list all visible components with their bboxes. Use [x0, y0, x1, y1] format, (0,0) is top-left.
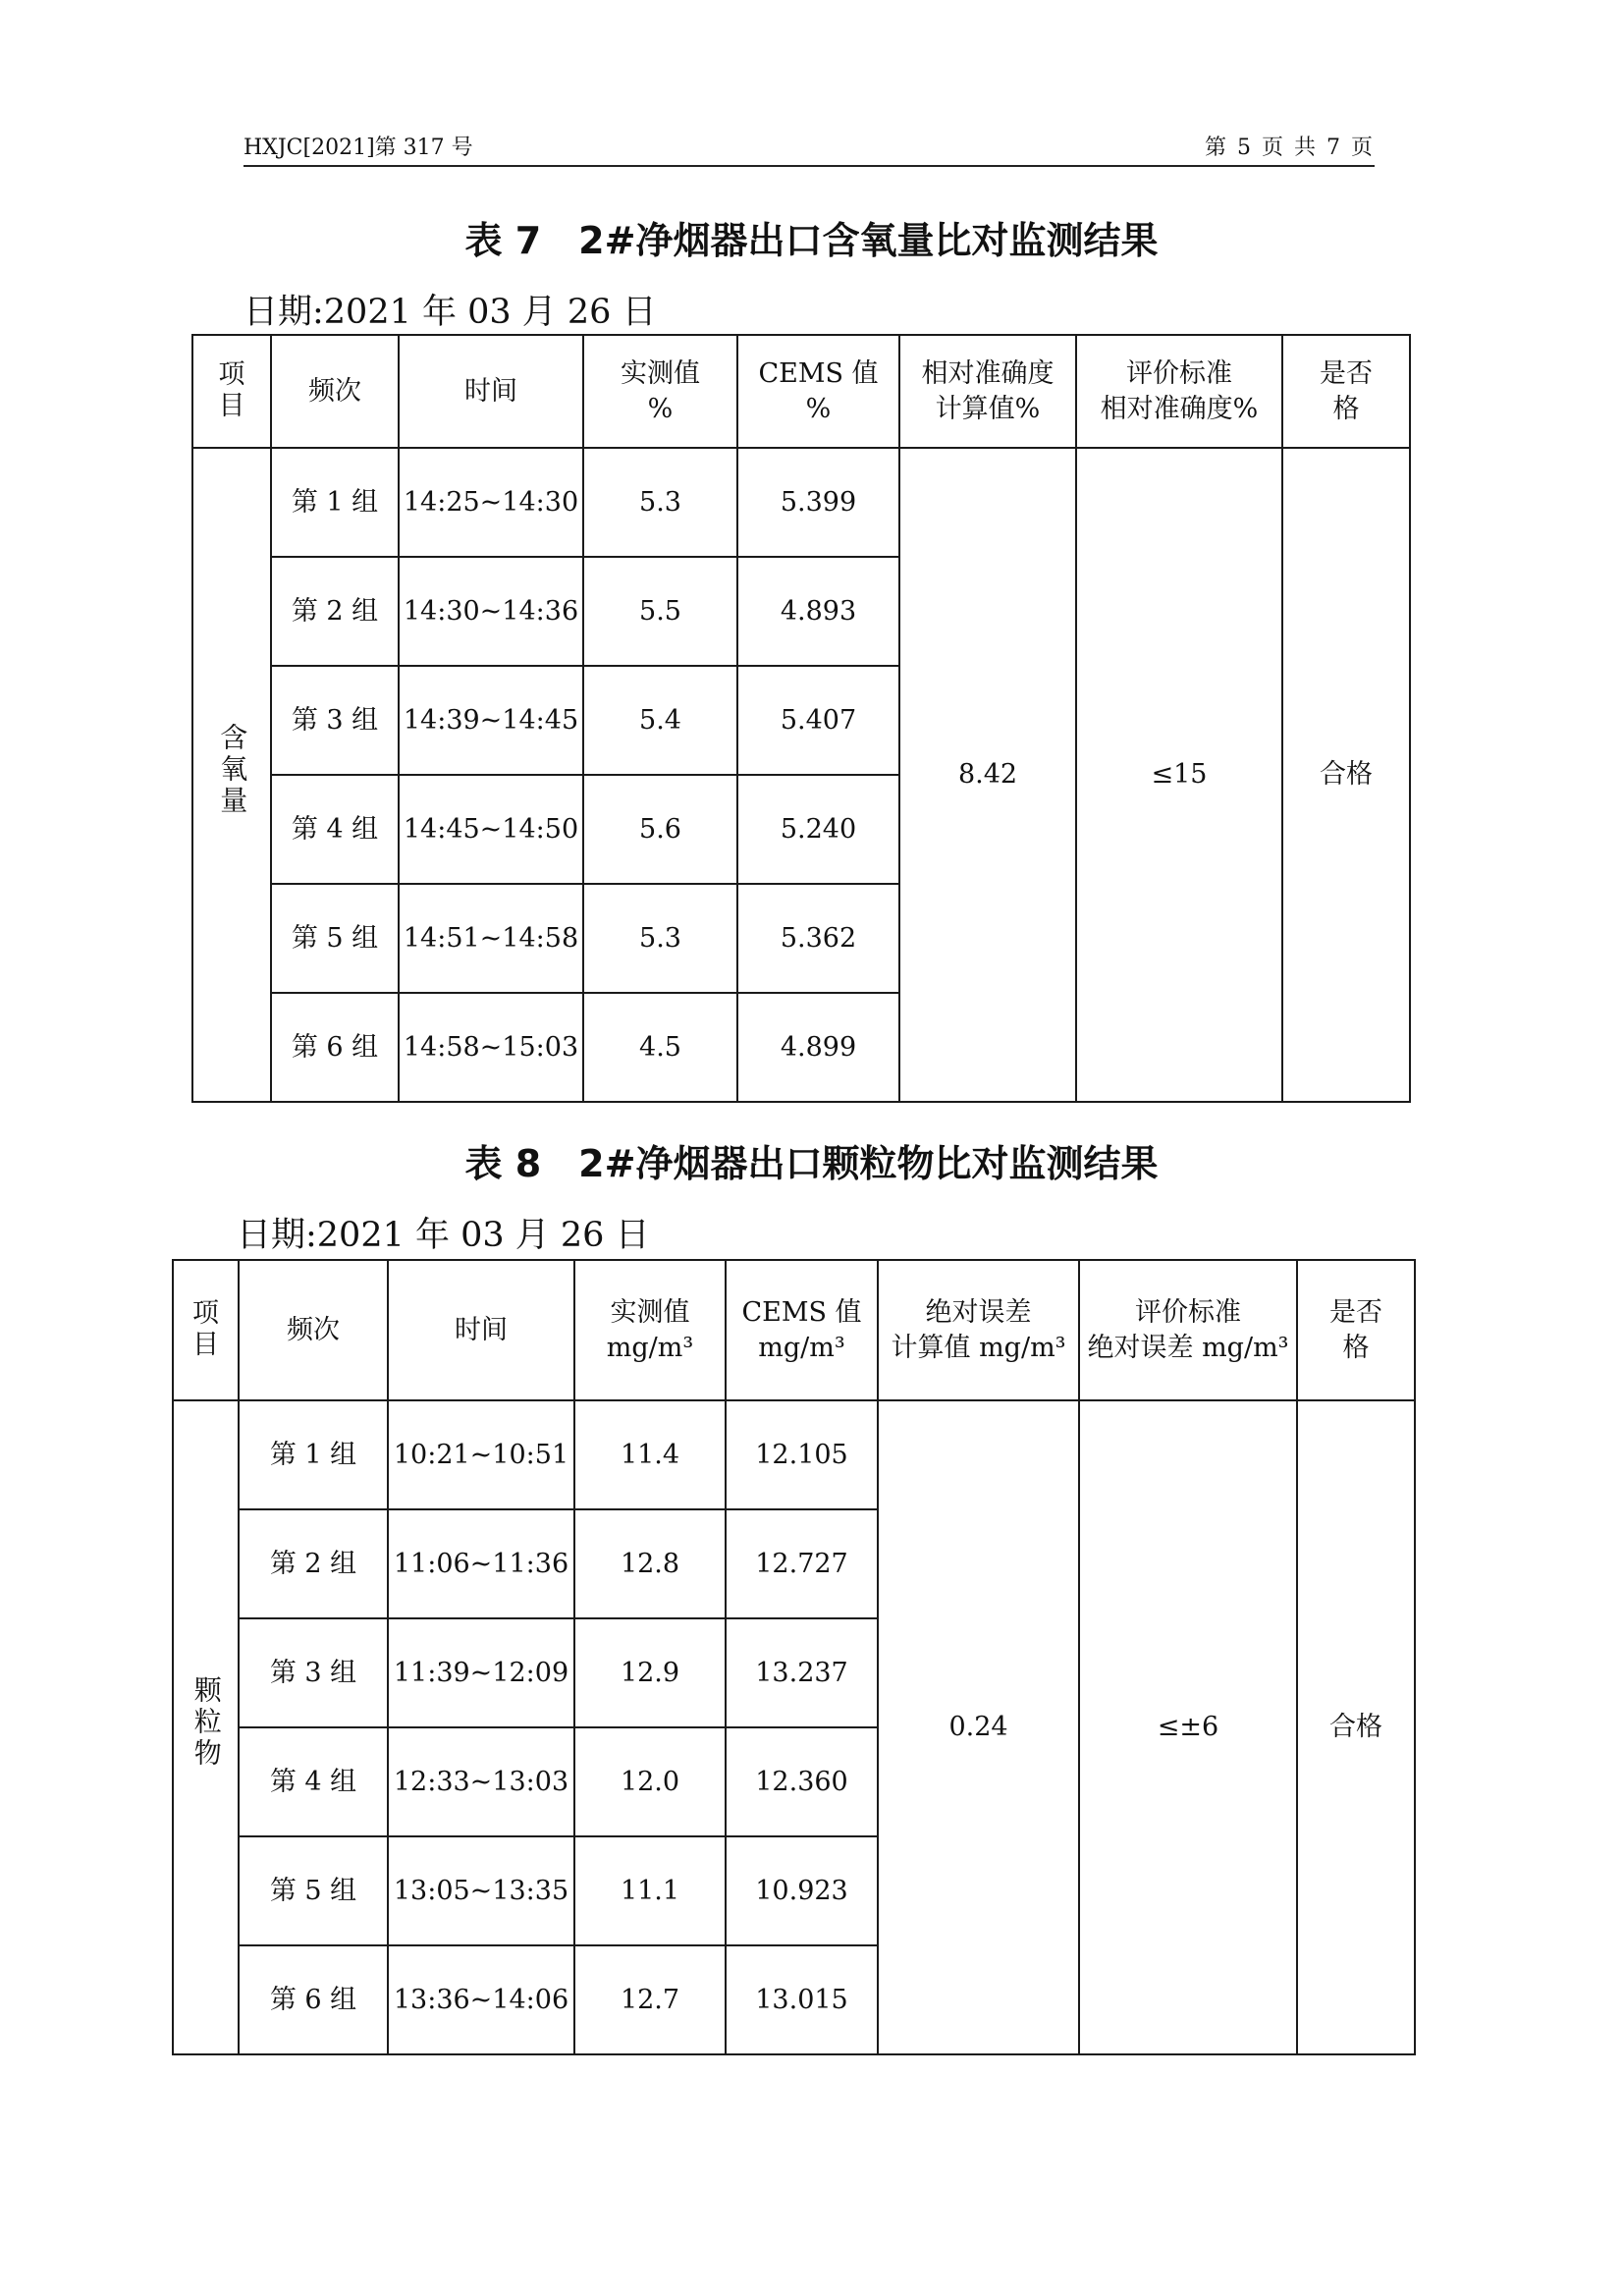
group-cell: 第 6 组 — [271, 993, 399, 1102]
header-standard-l1: 评价标准 — [1135, 1297, 1241, 1329]
table8-particulate — [172, 1259, 1416, 2055]
header-cems-label: CEMS 值 — [741, 1297, 862, 1329]
header-cems — [726, 1260, 878, 1400]
cems-cell: 12.727 — [726, 1509, 878, 1618]
header-cems-unit: % — [805, 393, 832, 424]
header-measured — [574, 1260, 726, 1400]
header-measured-unit: mg/m³ — [606, 1332, 694, 1363]
header-pass — [1297, 1260, 1415, 1400]
time-cell: 13:05~13:35 — [388, 1836, 574, 1945]
header-calc-l1: 相对准确度 — [921, 358, 1055, 390]
time-cell: 14:30~14:36 — [399, 557, 583, 666]
time-cell: 11:39~12:09 — [388, 1618, 574, 1727]
measured-cell: 5.3 — [583, 448, 737, 557]
header-pass — [1282, 335, 1410, 448]
measured-cell: 11.4 — [574, 1400, 726, 1509]
header-measured-unit: % — [647, 393, 674, 424]
group-cell: 第 1 组 — [239, 1400, 388, 1509]
cems-cell: 12.105 — [726, 1400, 878, 1509]
header-frequency: 频次 — [271, 335, 399, 448]
group-cell: 第 5 组 — [239, 1836, 388, 1945]
header-item-label: 项目 — [191, 1297, 219, 1361]
header-cems — [737, 335, 899, 448]
time-cell: 14:58~15:03 — [399, 993, 583, 1102]
measured-cell: 12.9 — [574, 1618, 726, 1727]
table-row — [173, 1400, 1415, 1509]
time-cell: 12:33~13:03 — [388, 1727, 574, 1836]
time-cell: 11:06~11:36 — [388, 1509, 574, 1618]
header-standard-l2: 相对准确度% — [1100, 393, 1259, 424]
header-standard-l2: 绝对误差 mg/m³ — [1087, 1332, 1289, 1363]
time-cell: 10:21~10:51 — [388, 1400, 574, 1509]
group-cell: 第 5 组 — [271, 884, 399, 993]
cems-cell: 5.407 — [737, 666, 899, 775]
cems-cell: 13.015 — [726, 1945, 878, 2054]
result-cell: 合格 — [1282, 448, 1410, 1102]
cems-cell: 4.893 — [737, 557, 899, 666]
header-pass-l2: 格 — [1342, 1332, 1370, 1363]
page-info: 第 5 页 共 7 页 — [1205, 136, 1375, 160]
header-calc — [899, 335, 1076, 448]
header-cems-label: CEMS 值 — [758, 358, 879, 390]
item-name: 颗粒物 — [189, 1675, 223, 1771]
item-cell — [192, 448, 271, 1102]
group-cell: 第 6 组 — [239, 1945, 388, 2054]
time-cell: 14:51~14:58 — [399, 884, 583, 993]
header-measured-label: 实测值 — [621, 358, 700, 390]
group-cell: 第 2 组 — [271, 557, 399, 666]
measured-cell: 5.5 — [583, 557, 737, 666]
header-time: 时间 — [399, 335, 583, 448]
header-calc — [878, 1260, 1079, 1400]
item-name: 含氧量 — [216, 723, 249, 818]
cems-cell: 5.399 — [737, 448, 899, 557]
header-item-label: 项目 — [218, 358, 245, 422]
header-item — [192, 335, 271, 448]
standard-cell: ≤±6 — [1079, 1400, 1297, 2054]
header-pass-l2: 格 — [1332, 393, 1360, 424]
cems-cell: 5.362 — [737, 884, 899, 993]
measured-cell: 11.1 — [574, 1836, 726, 1945]
page-header — [243, 130, 1375, 167]
calc-value-cell: 8.42 — [899, 448, 1076, 1102]
table-row — [192, 448, 1410, 557]
time-cell: 14:39~14:45 — [399, 666, 583, 775]
header-measured-label: 实测值 — [610, 1297, 690, 1329]
result-cell: 合格 — [1297, 1400, 1415, 2054]
header-calc-l1: 绝对误差 — [925, 1297, 1032, 1329]
time-cell: 13:36~14:06 — [388, 1945, 574, 2054]
header-item — [173, 1260, 239, 1400]
cems-cell: 10.923 — [726, 1836, 878, 1945]
header-time: 时间 — [388, 1260, 574, 1400]
header-standard — [1079, 1260, 1297, 1400]
table7-oxygen — [191, 334, 1411, 1103]
group-cell: 第 4 组 — [239, 1727, 388, 1836]
header-cems-unit: mg/m³ — [758, 1332, 845, 1363]
group-cell: 第 3 组 — [239, 1618, 388, 1727]
header-calc-l2: 计算值 mg/m³ — [891, 1332, 1066, 1363]
header-measured — [583, 335, 737, 448]
cems-cell: 4.899 — [737, 993, 899, 1102]
cems-cell: 13.237 — [726, 1618, 878, 1727]
time-cell: 14:25~14:30 — [399, 448, 583, 557]
standard-cell: ≤15 — [1076, 448, 1282, 1102]
group-cell: 第 4 组 — [271, 775, 399, 884]
header-pass-l1: 是否 — [1320, 358, 1373, 390]
time-cell: 14:45~14:50 — [399, 775, 583, 884]
cems-cell: 12.360 — [726, 1727, 878, 1836]
header-standard — [1076, 335, 1282, 448]
measured-cell: 5.4 — [583, 666, 737, 775]
header-calc-l2: 计算值% — [935, 393, 1041, 424]
header-frequency: 频次 — [239, 1260, 388, 1400]
measured-cell: 4.5 — [583, 993, 737, 1102]
cems-cell: 5.240 — [737, 775, 899, 884]
item-cell — [173, 1400, 239, 2054]
measured-cell: 12.8 — [574, 1509, 726, 1618]
group-cell: 第 1 组 — [271, 448, 399, 557]
table7-date: 日期:2021 年 03 月 26 日 — [243, 293, 657, 332]
table7-header-row — [192, 335, 1410, 448]
document-number: HXJC[2021]第 317 号 — [243, 136, 473, 160]
header-pass-l1: 是否 — [1329, 1297, 1382, 1329]
table8-date: 日期:2021 年 03 月 26 日 — [237, 1216, 650, 1255]
table8-header-row — [173, 1260, 1415, 1400]
group-cell: 第 3 组 — [271, 666, 399, 775]
measured-cell: 12.7 — [574, 1945, 726, 2054]
group-cell: 第 2 组 — [239, 1509, 388, 1618]
measured-cell: 12.0 — [574, 1727, 726, 1836]
header-standard-l1: 评价标准 — [1126, 358, 1232, 390]
table8-title: 表 8 2#净烟器出口颗粒物比对监测结果 — [464, 1142, 1159, 1185]
calc-value-cell: 0.24 — [878, 1400, 1079, 2054]
measured-cell: 5.3 — [583, 884, 737, 993]
measured-cell: 5.6 — [583, 775, 737, 884]
table7-title: 表 7 2#净烟器出口含氧量比对监测结果 — [464, 219, 1159, 262]
